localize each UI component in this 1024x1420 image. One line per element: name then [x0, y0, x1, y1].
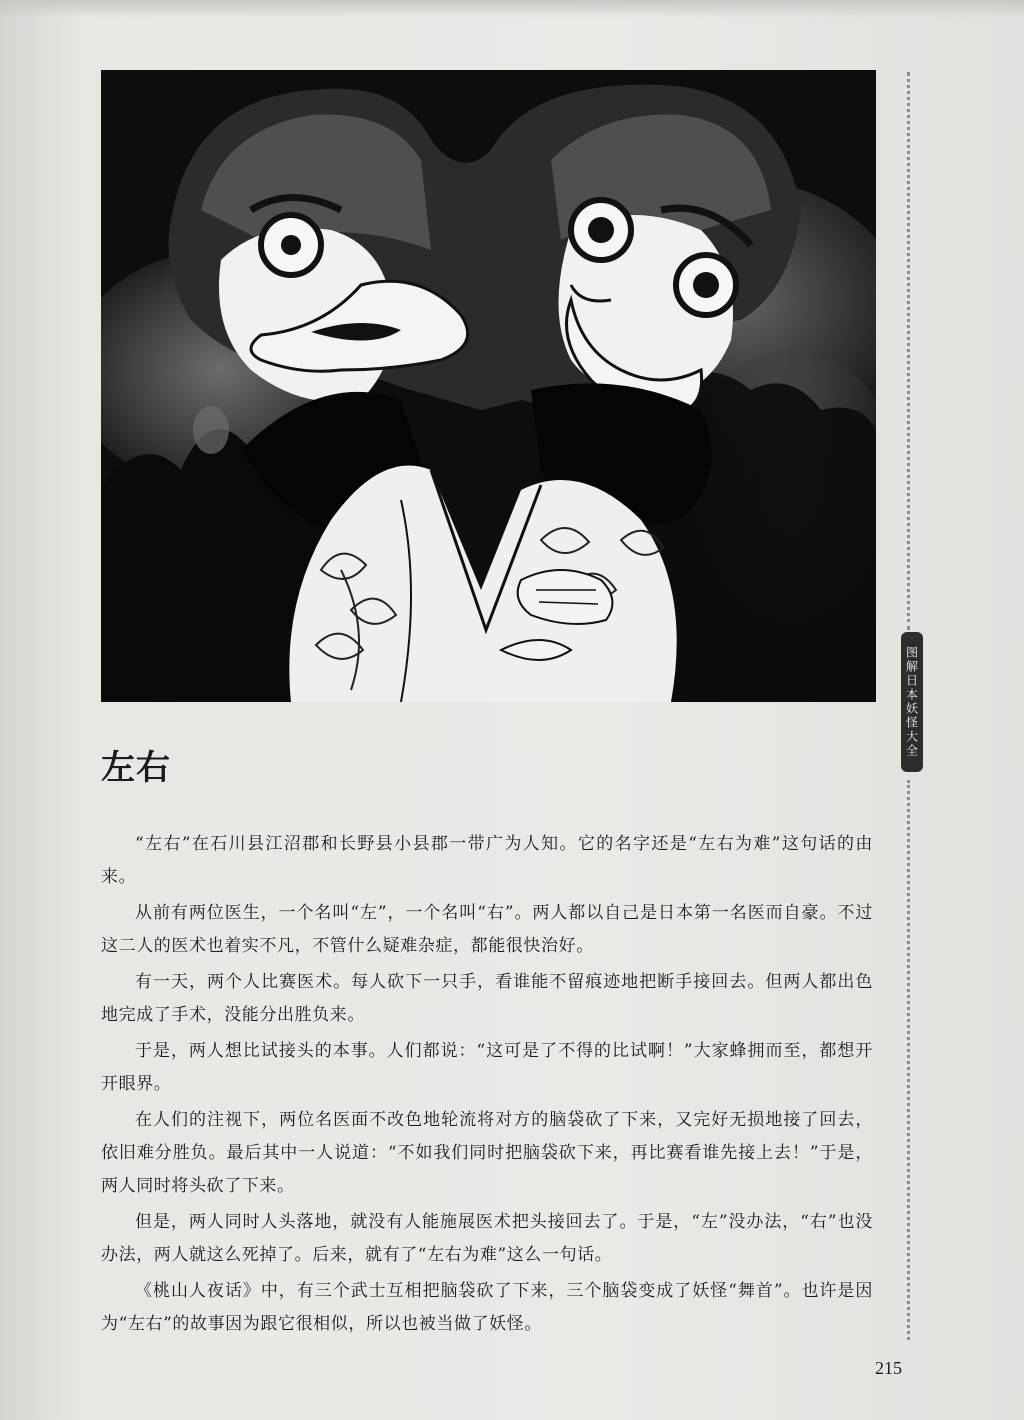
paragraph: 于是，两人想比试接头的本事。人们都说：“这可是了不得的比试啊！”大家蜂拥而至，都想开开眼界。: [101, 1041, 873, 1094]
yokai-illustration: [101, 70, 876, 702]
side-tab-label: 图解日本妖怪大全: [904, 646, 919, 758]
article-title: 左右: [101, 748, 171, 788]
book-title-side-tab: [901, 632, 923, 772]
article-body: [101, 828, 873, 1344]
page-number: 215: [875, 1358, 902, 1378]
side-dotted-line-top: [907, 72, 910, 630]
paragraph: “左右”在石川县江沼郡和长野县小县郡一带广为人知。它的名字还是“左右为难”这句话的由来。: [101, 834, 873, 887]
paragraph: 《桃山人夜话》中，有三个武士互相把脑袋砍了下来，三个脑袋变成了妖怪“舞首”。也许是因为“左右”的故事因为跟它很相似，所以也被当做了妖怪。: [101, 1281, 873, 1334]
paragraph: 有一天，两个人比赛医术。每人砍下一只手，看谁能不留痕迹地把断手接回去。但两人都出色地完成了手术，没能分出胜负来。: [101, 972, 873, 1025]
page-top-shadow: [0, 0, 1024, 18]
paragraph: 但是，两人同时人头落地，就没有人能施展医术把头接回去了。于是，“左”没办法，“右”也没办法，两人就这么死掉了。后来，就有了“左右为难”这么一句话。: [101, 1212, 873, 1265]
paragraph: 在人们的注视下，两位名医面不改色地轮流将对方的脑袋砍了下来，又完好无损地接了回去，依旧难分胜负。最后其中一人说道：“不如我们同时把脑袋砍下来，再比赛看谁先接上去！”于是，两人同时将头砍了下来。: [101, 1110, 873, 1196]
side-dotted-line-bottom: [907, 780, 910, 1340]
paragraph: 从前有两位医生，一个名叫“左”，一个名叫“右”。两人都以自己是日本第一名医而自豪。不过这二人的医术也着实不凡，不管什么疑难杂症，都能很快治好。: [101, 903, 873, 956]
